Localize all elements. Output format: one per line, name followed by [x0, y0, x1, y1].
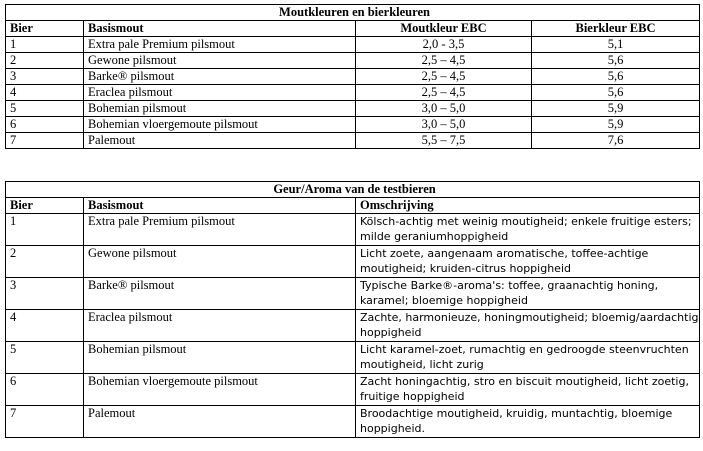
table-row — [6, 214, 700, 246]
moutkleur-cell: 2,5 – 4,5 — [356, 53, 532, 69]
bier-cell: 7 — [6, 133, 84, 149]
bierkleur-cell: 5,9 — [532, 101, 700, 117]
bier-cell: 7 — [6, 406, 84, 438]
bier-cell: 5 — [6, 101, 84, 117]
omschrijving-cell: Licht karamel-zoet, rumachtig en gedroogde steenvruchten moutigheid, licht zurig — [356, 342, 700, 374]
table-row — [6, 246, 700, 278]
basismout-cell: Gewone pilsmout — [84, 246, 356, 278]
bier-cell: 3 — [6, 69, 84, 85]
basismout-cell: Barke® pilsmout — [84, 69, 356, 85]
bierkleur-cell: 5,9 — [532, 117, 700, 133]
table-row — [6, 69, 700, 85]
column-header-basismout: Basismout — [84, 21, 356, 37]
table-row — [6, 117, 700, 133]
moutkleur-cell: 2,0 - 3,5 — [356, 37, 532, 53]
table-row — [6, 278, 700, 310]
table-row — [6, 310, 700, 342]
table-title: Moutkleuren en bierkleuren — [6, 5, 700, 21]
malt-color-table — [5, 4, 700, 149]
moutkleur-cell: 3,0 – 5,0 — [356, 117, 532, 133]
omschrijving-cell: Typische Barke®-aroma's: toffee, graanachtig honing, karamel; bloemige hoppigheid — [356, 278, 700, 310]
bierkleur-cell: 5,6 — [532, 85, 700, 101]
bier-cell: 1 — [6, 37, 84, 53]
column-header-moutkleur: Moutkleur EBC — [356, 21, 532, 37]
omschrijving-cell: Broodachtige moutigheid, kruidig, muntachtig, bloemige hoppigheid. — [356, 406, 700, 438]
column-header-bier: Bier — [6, 198, 84, 214]
table-title: Geur/Aroma van de testbieren — [6, 182, 700, 198]
bier-cell: 6 — [6, 374, 84, 406]
column-header-bier: Bier — [6, 21, 84, 37]
bier-cell: 4 — [6, 85, 84, 101]
basismout-cell: Bohemian pilsmout — [84, 101, 356, 117]
omschrijving-cell: Kölsch-achtig met weinig moutigheid; enkele fruitige esters; milde geraniumhoppigheid — [356, 214, 700, 246]
moutkleur-cell: 2,5 – 4,5 — [356, 69, 532, 85]
bier-cell: 4 — [6, 310, 84, 342]
table-row — [6, 406, 700, 438]
omschrijving-cell: Licht zoete, aangenaam aromatische, toffee-achtige moutigheid; kruiden-citrus hoppigheid — [356, 246, 700, 278]
table-row — [6, 37, 700, 53]
moutkleur-cell: 5,5 – 7,5 — [356, 133, 532, 149]
bier-cell: 5 — [6, 342, 84, 374]
basismout-cell: Extra pale Premium pilsmout — [84, 214, 356, 246]
column-header-basismout: Basismout — [84, 198, 356, 214]
basismout-cell: Bohemian vloergemoute pilsmout — [84, 374, 356, 406]
bier-cell: 3 — [6, 278, 84, 310]
bier-cell: 2 — [6, 246, 84, 278]
bierkleur-cell: 7,6 — [532, 133, 700, 149]
basismout-cell: Palemout — [84, 406, 356, 438]
omschrijving-cell: Zachte, harmonieuze, honingmoutigheid; bloemig/aardachtig hoppigheid — [356, 310, 700, 342]
basismout-cell: Gewone pilsmout — [84, 53, 356, 69]
basismout-cell: Palemout — [84, 133, 356, 149]
bier-cell: 6 — [6, 117, 84, 133]
column-header-bierkleur: Bierkleur EBC — [532, 21, 700, 37]
table-row — [6, 85, 700, 101]
moutkleur-cell: 3,0 – 5,0 — [356, 101, 532, 117]
table-row — [6, 53, 700, 69]
table-row — [6, 101, 700, 117]
bierkleur-cell: 5,6 — [532, 69, 700, 85]
bierkleur-cell: 5,6 — [532, 53, 700, 69]
column-header-omschrijving: Omschrijving — [356, 198, 700, 214]
bierkleur-cell: 5,1 — [532, 37, 700, 53]
basismout-cell: Eraclea pilsmout — [84, 310, 356, 342]
omschrijving-cell: Zacht honingachtig, stro en biscuit moutigheid, licht zoetig, fruitige hoppigheid — [356, 374, 700, 406]
bier-cell: 1 — [6, 214, 84, 246]
table-row — [6, 342, 700, 374]
basismout-cell: Bohemian pilsmout — [84, 342, 356, 374]
basismout-cell: Bohemian vloergemoute pilsmout — [84, 117, 356, 133]
bier-cell: 2 — [6, 53, 84, 69]
aroma-table — [5, 181, 700, 438]
table-row — [6, 374, 700, 406]
basismout-cell: Extra pale Premium pilsmout — [84, 37, 356, 53]
basismout-cell: Barke® pilsmout — [84, 278, 356, 310]
moutkleur-cell: 2,5 – 4,5 — [356, 85, 532, 101]
table-row — [6, 133, 700, 149]
basismout-cell: Eraclea pilsmout — [84, 85, 356, 101]
